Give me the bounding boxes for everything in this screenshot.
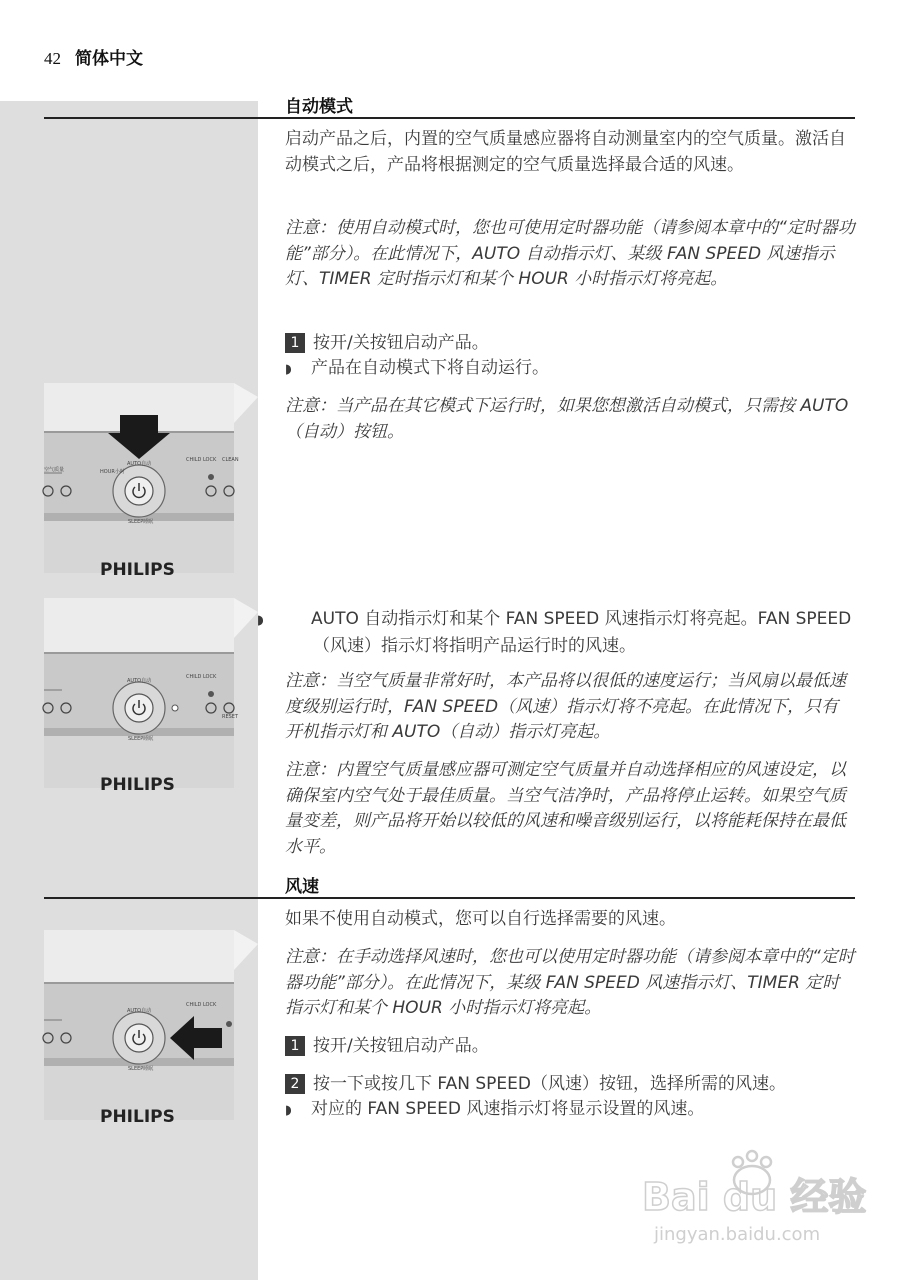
step-number: 1	[285, 333, 305, 353]
control-panel-illustration-indicators	[44, 598, 239, 795]
pointer-wedge	[234, 383, 264, 583]
auto-mode-intro: 启动产品之后，内置的空气质量感应器将自动测量室内的空气质量。激活自动模式之后，产品将根据测定的空气质量选择最合适的风速。	[285, 129, 846, 175]
auto-mode-note-sensor: 注意：内置空气质量感应器可测定空气质量并自动选择相应的风速设定，以确保室内空气处于最佳质量。当空气洁净时，产品将停止运转。如果空气质量变差，则产品将开始以较低的风速和噪音级别运行，以将能耗保持在最低水平。	[285, 760, 846, 857]
fan-step-2	[285, 1072, 855, 1098]
pointer-wedge	[234, 598, 264, 798]
reset-label: RESET	[222, 714, 239, 720]
child-lock-label: CHILD LOCK	[186, 1002, 217, 1008]
result-indicators-on	[257, 607, 883, 659]
section-rule	[44, 897, 855, 899]
auto-mode-note-activate: 注意：当产品在其它模式下运行时，如果您想激活自动模式，只需按 AUTO（自动）按钮。	[285, 396, 849, 442]
step-1-power-on	[285, 331, 855, 357]
auto-label: AUTO自动	[127, 461, 152, 467]
step-number: 2	[285, 1074, 305, 1094]
sleep-label: SLEEP睡眠	[128, 736, 154, 742]
brand-logo: PHILIPS	[100, 1107, 175, 1127]
bullet-text: AUTO 自动指示灯和某个 FAN SPEED 风速指示灯将亮起。FAN SPEED（风速）指示灯将指明产品运行时的风速。	[311, 609, 852, 656]
brand-logo: PHILIPS	[100, 560, 175, 580]
bullet-text: 对应的 FAN SPEED 风速指示灯将显示设置的风速。	[311, 1099, 705, 1119]
auto-label: AUTO自动	[127, 1008, 152, 1014]
watermark-url: jingyan.baidu.com	[654, 1224, 821, 1245]
auto-label: AUTO自动	[127, 678, 152, 684]
bullet-icon: ◗	[257, 613, 264, 628]
pointer-wedge	[234, 930, 264, 1130]
hour-label: HOUR小时	[100, 469, 125, 475]
step-text: 按一下或按几下 FAN SPEED（风速）按钮，选择所需的风速。	[313, 1074, 786, 1094]
step-text: 按开/关按钮启动产品。	[313, 333, 489, 353]
fan-speed-intro: 如果不使用自动模式，您可以自行选择需要的风速。	[285, 909, 676, 929]
section-rule	[44, 117, 855, 119]
bullet-icon: ◗	[285, 362, 292, 377]
clean-label: CLEAN	[222, 457, 239, 463]
page-header	[44, 44, 143, 69]
fan-step-1	[285, 1034, 855, 1060]
fan-result	[285, 1097, 855, 1124]
auto-mode-note-timer: 注意：使用自动模式时，您也可使用定时器功能（请参阅本章中的“定时器功能”部分）。在此情况下，AUTO 自动指示灯、某级 FAN SPEED 风速指示灯、TIMER 定时指示灯和某个 HOUR 小时指示灯将亮起。	[285, 218, 855, 289]
sleep-label: SLEEP睡眠	[128, 519, 154, 525]
baidu-watermark	[640, 1150, 867, 1250]
section-title-fan-speed: 风速	[285, 877, 319, 897]
language-title: 简体中文	[75, 49, 143, 69]
child-lock-label: CHILD LOCK	[186, 457, 217, 463]
brand-logo: PHILIPS	[100, 775, 175, 795]
page-number: 42	[44, 49, 61, 68]
sleep-label: SLEEP睡眠	[128, 1066, 154, 1072]
result-auto-run	[285, 356, 855, 383]
step-number: 1	[285, 1036, 305, 1056]
section-title-auto-mode: 自动模式	[285, 97, 353, 117]
step-text: 按开/关按钮启动产品。	[313, 1036, 489, 1056]
child-lock-label: CHILD LOCK	[186, 674, 217, 680]
air-quality-label: 空气质量	[44, 467, 65, 473]
bullet-icon: ◗	[285, 1103, 292, 1118]
fan-speed-note-timer: 注意：在手动选择风速时，您也可以使用定时器功能（请参阅本章中的“定时器功能”部分）。在此情况下，某级 FAN SPEED 风速指示灯、TIMER 定时指示灯和某个 HOUR 小时指示灯将亮起。	[285, 947, 855, 1018]
auto-mode-note-low-speed: 注意：当空气质量非常好时，本产品将以很低的速度运行；当风扇以最低速度级别运行时，FAN SPEED（风速）指示灯将不亮起。在此情况下，只有开机指示灯和 AUTO（自动）指示灯亮起。	[285, 671, 846, 742]
control-panel-illustration-auto	[44, 383, 239, 580]
bullet-text: 产品在自动模式下将自动运行。	[311, 358, 549, 378]
control-panel-illustration-fan-speed	[44, 930, 234, 1127]
watermark-logo: Bai du 经验	[642, 1175, 867, 1219]
